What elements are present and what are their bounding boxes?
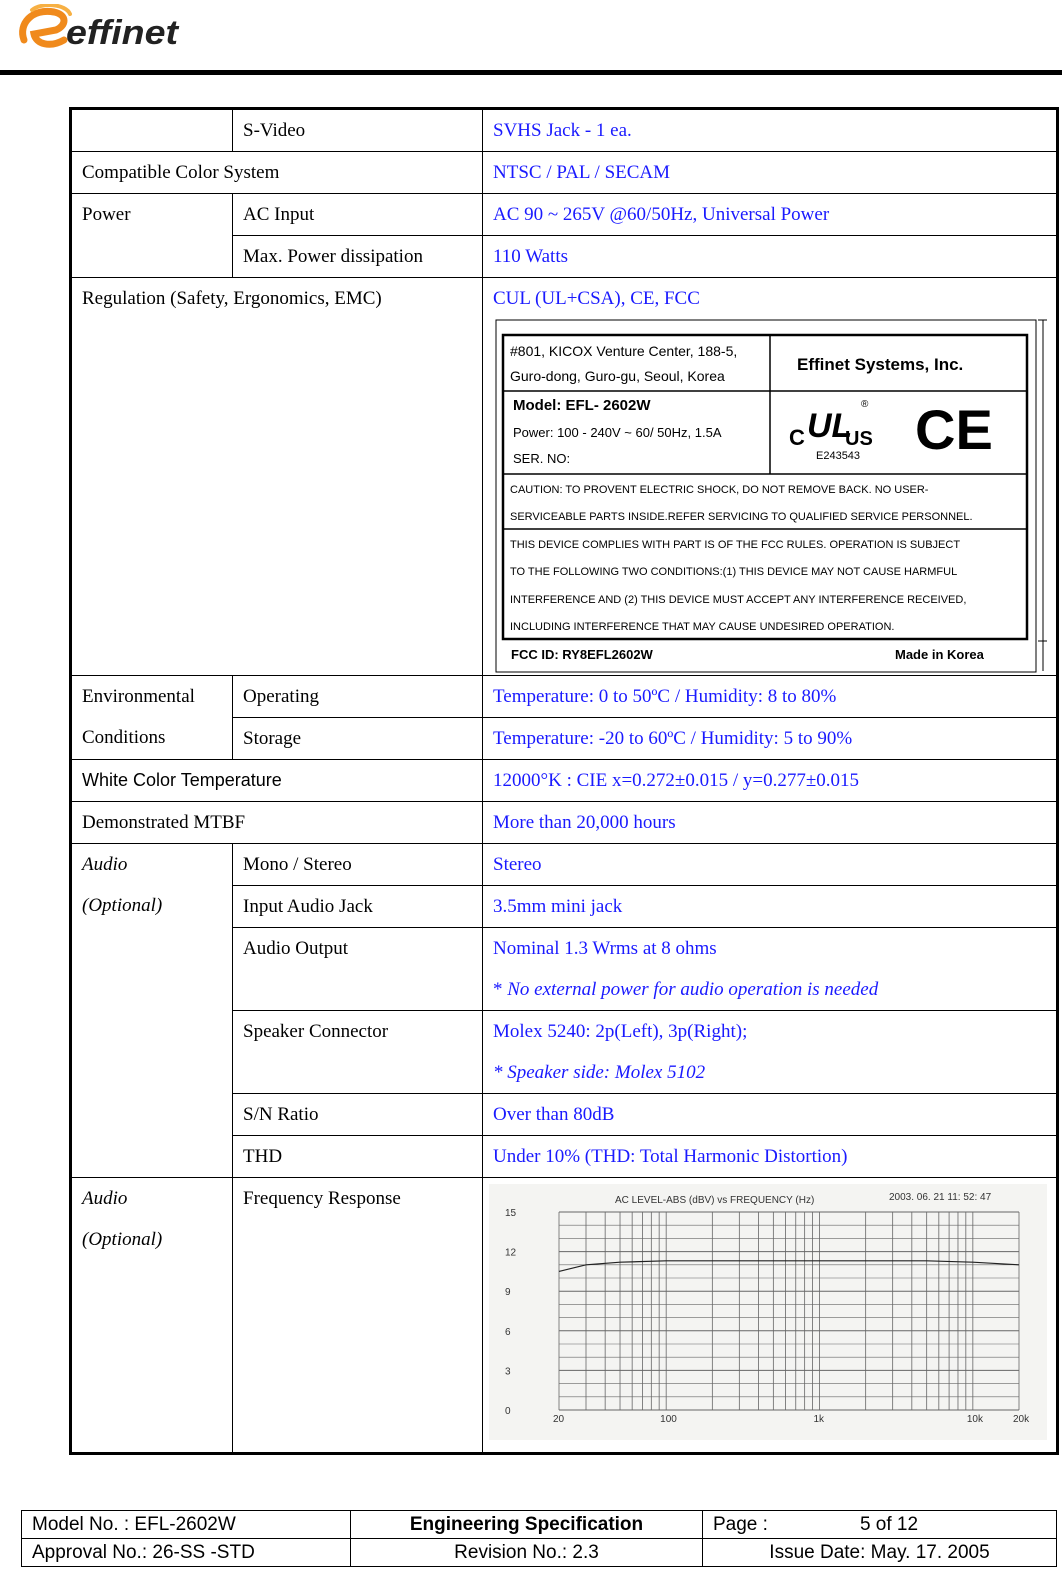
white-temp-label: White Color Temperature xyxy=(71,760,483,802)
operating-value: Temperature: 0 to 50ºC / Humidity: 8 to 80% xyxy=(483,676,1058,718)
ac-input-label: AC Input xyxy=(233,194,483,236)
x-tick-label: 100 xyxy=(660,1414,677,1425)
svg-text:CE: CE xyxy=(915,398,993,461)
label-company: Effinet Systems, Inc. xyxy=(797,355,964,374)
audio-output-cell xyxy=(483,928,1058,1011)
plot-ticks xyxy=(505,1208,1030,1425)
power-label: Power xyxy=(71,194,233,278)
audio-output-value: Nominal 1.3 Wrms at 8 ohms xyxy=(493,938,717,959)
table-row xyxy=(71,152,1058,194)
label-serial: SER. NO: xyxy=(513,451,571,466)
plot-timestamp: 2003. 06. 21 11: 52: 47 xyxy=(889,1192,992,1203)
dissipation-value: 110 Watts xyxy=(483,236,1058,278)
mono-stereo-label: Mono / Stereo xyxy=(233,844,483,886)
footer-model-no: Model No. : EFL-2602W xyxy=(22,1511,351,1539)
y-tick-label: 0 xyxy=(505,1406,511,1417)
footer-page: Page : 5 of 12 xyxy=(703,1511,1057,1539)
sn-value: Over than 80dB xyxy=(483,1094,1058,1136)
input-jack-value: 3.5mm mini jack xyxy=(483,886,1058,928)
mtbf-value: More than 20,000 hours xyxy=(483,802,1058,844)
svg-text:C: C xyxy=(789,425,805,450)
operating-label: Operating xyxy=(233,676,483,718)
plot-grid xyxy=(559,1212,1019,1410)
effinet-logo xyxy=(14,4,184,60)
label-address1: #801, KICOX Venture Center, 188-5, xyxy=(510,343,738,359)
y-tick-label: 15 xyxy=(505,1208,517,1219)
speaker-label: Speaker Connector xyxy=(233,1011,483,1094)
table-row xyxy=(71,194,1058,236)
plot-title: AC LEVEL-ABS (dBV) vs FREQUENCY (Hz) xyxy=(615,1195,815,1206)
audio-output-label: Audio Output xyxy=(233,928,483,1011)
label-made-in: Made in Korea xyxy=(895,647,984,662)
environment-label: Environmental Conditions xyxy=(71,676,233,760)
footer-revision: Revision No.: 2.3 xyxy=(351,1539,703,1567)
label-caution-line2: SERVICEABLE PARTS INSIDE.REFER SERVICING TO QUALIFIED SERVICE PERSONNEL. xyxy=(510,511,973,523)
label-address2: Guro-dong, Guro-gu, Seoul, Korea xyxy=(510,368,725,384)
logo-wordmark: effinet xyxy=(66,14,180,52)
header-rule xyxy=(0,70,1062,75)
footer-doc-type: Engineering Specification xyxy=(351,1511,703,1539)
mtbf-label: Demonstrated MTBF xyxy=(71,802,483,844)
white-temp-value: 12000°K : CIE x=0.272±0.015 / y=0.277±0.015 xyxy=(483,760,1058,802)
audio2-label: Audio (Optional) xyxy=(71,1178,233,1454)
audio-label: Audio (Optional) xyxy=(71,844,233,1178)
y-tick-label: 9 xyxy=(505,1287,511,1299)
logo-e-swoosh-icon xyxy=(23,5,70,44)
dissipation-label: Max. Power dissipation xyxy=(233,236,483,278)
speaker-value: Molex 5240: 2p(Left), 3p(Right); xyxy=(493,1021,748,1042)
storage-label: Storage xyxy=(233,718,483,760)
svideo-label: S-Video xyxy=(233,109,483,152)
table-row xyxy=(71,1178,1058,1454)
label-fcc-line1: THIS DEVICE COMPLIES WITH PART IS OF THE FCC RULES. OPERATION IS SUBJECT xyxy=(510,539,961,551)
footer-table xyxy=(21,1510,1057,1567)
table-row xyxy=(71,760,1058,802)
regulation-label: Regulation (Safety, Ergonomics, EMC) xyxy=(71,278,483,676)
regulation-cell xyxy=(483,278,1058,676)
table-row xyxy=(71,844,1058,886)
spec-table xyxy=(69,107,1059,1455)
svg-text:®: ® xyxy=(861,399,869,410)
label-fcc-id: FCC ID: RY8EFL2602W xyxy=(511,647,653,662)
svg-text:US: US xyxy=(845,428,873,450)
table-row xyxy=(71,802,1058,844)
x-tick-label: 1k xyxy=(813,1414,825,1425)
label-fcc-line2: TO THE FOLLOWING TWO CONDITIONS:(1) THIS DEVICE MAY NOT CAUSE HARMFUL xyxy=(510,566,958,578)
ac-input-value: AC 90 ~ 265V @60/50Hz, Universal Power xyxy=(483,194,1058,236)
input-jack-label: Input Audio Jack xyxy=(233,886,483,928)
speaker-cell xyxy=(483,1011,1058,1094)
table-row xyxy=(71,109,1058,152)
x-tick-label: 20k xyxy=(1013,1414,1030,1425)
storage-value: Temperature: -20 to 60ºC / Humidity: 5 to 90% xyxy=(483,718,1058,760)
freq-plot-cell xyxy=(483,1178,1058,1454)
label-power: Power: 100 - 240V ~ 60/ 50Hz, 1.5A xyxy=(513,425,722,440)
table-row xyxy=(71,278,1058,676)
audio-output-note: * No external power for audio operation is needed xyxy=(493,979,879,1000)
sn-label: S/N Ratio xyxy=(233,1094,483,1136)
plot-series xyxy=(559,1261,1019,1272)
y-tick-label: 6 xyxy=(505,1326,511,1338)
color-system-label: Compatible Color System xyxy=(71,152,483,194)
thd-label: THD xyxy=(233,1136,483,1178)
svg-text:UL: UL xyxy=(807,407,853,445)
product-label-image xyxy=(495,319,1047,675)
x-tick-label: 20 xyxy=(553,1414,565,1425)
speaker-note: * Speaker side: Molex 5102 xyxy=(493,1062,706,1083)
color-system-value: NTSC / PAL / SECAM xyxy=(483,152,1058,194)
y-tick-label: 12 xyxy=(505,1247,517,1259)
ce-mark-icon xyxy=(915,398,993,461)
frequency-response-chart xyxy=(489,1184,1047,1440)
thd-value: Under 10% (THD: Total Harmonic Distortion) xyxy=(483,1136,1058,1178)
table-row xyxy=(22,1539,1057,1567)
regulation-value: CUL (UL+CSA), CE, FCC xyxy=(493,288,700,309)
y-tick-label: 3 xyxy=(505,1366,511,1378)
label-fcc-line4: INCLUDING INTERFERENCE THAT MAY CAUSE UNDESIRED OPERATION. xyxy=(510,621,895,633)
footer-approval: Approval No.: 26-SS -STD xyxy=(22,1539,351,1567)
table-row xyxy=(22,1511,1057,1539)
label-model: Model: EFL- 2602W xyxy=(513,397,651,414)
mono-stereo-value: Stereo xyxy=(483,844,1058,886)
x-tick-label: 10k xyxy=(966,1414,983,1425)
label-caution-line1: CAUTION: TO PROVENT ELECTRIC SHOCK, DO NOT REMOVE BACK. NO USER- xyxy=(510,484,929,496)
label-fcc-line3: INTERFERENCE AND (2) THIS DEVICE MUST ACCEPT ANY INTERFERENCE RECEIVED, xyxy=(510,594,967,606)
footer-issue-date: Issue Date: May. 17. 2005 xyxy=(703,1539,1057,1567)
table-row xyxy=(71,676,1058,718)
freq-label: Frequency Response xyxy=(233,1178,483,1454)
response-curve xyxy=(559,1261,1019,1272)
empty-cell xyxy=(71,109,233,152)
ul-file-number: E243543 xyxy=(816,450,861,462)
svideo-value: SVHS Jack - 1 ea. xyxy=(483,109,1058,152)
